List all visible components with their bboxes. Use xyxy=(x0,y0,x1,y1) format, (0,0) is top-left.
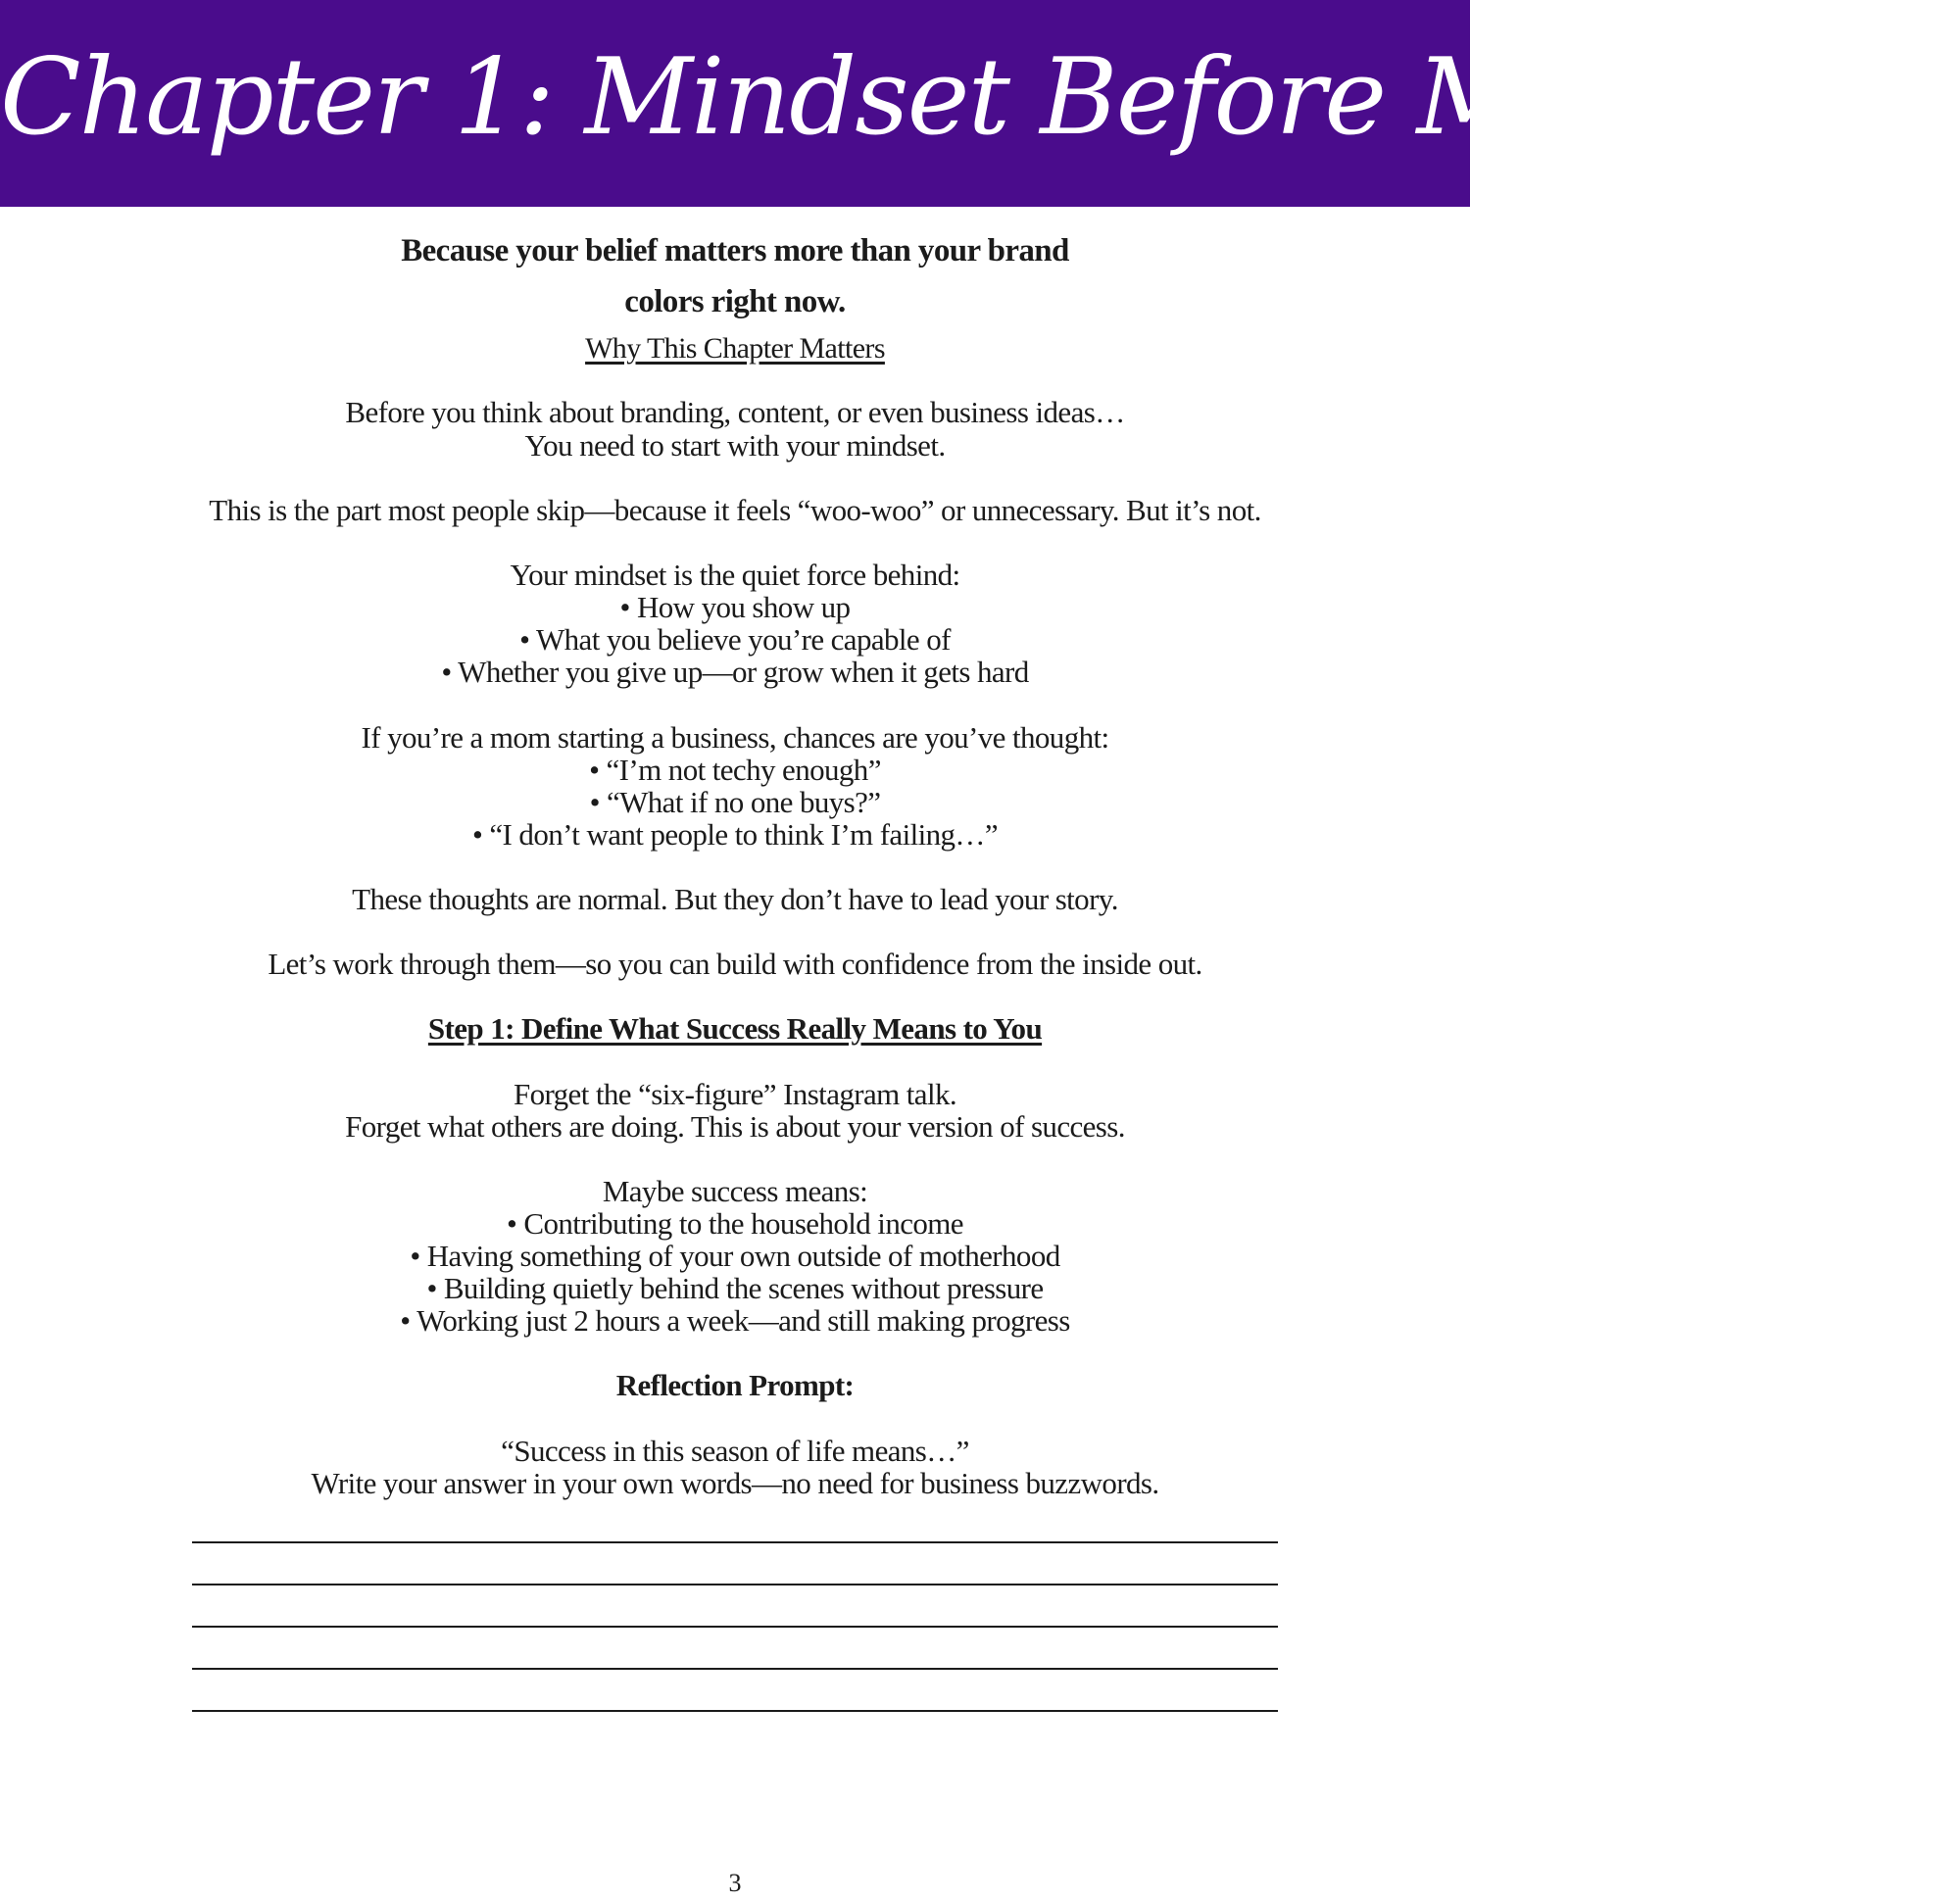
work-paragraph: Let’s work through them—so you can build with confidence from the inside out. xyxy=(268,947,1202,981)
mom-bullet: • “What if no one buys?” xyxy=(589,785,881,819)
mom-lead: If you’re a mom starting a business, chances are you’ve thought: xyxy=(361,720,1109,755)
skip-paragraph: This is the part most people skip—because it feels “woo-woo” or unnecessary. But it’s not. xyxy=(209,493,1261,527)
answer-line[interactable] xyxy=(192,1710,1278,1712)
mom-bullet: • “I’m not techy enough” xyxy=(589,753,881,787)
step-1-line-1: Forget the “six-figure” Instagram talk. xyxy=(513,1077,957,1111)
subtitle-line-2: colors right now. xyxy=(624,284,846,319)
reflection-instruction: Write your answer in your own words—no need for business buzzwords. xyxy=(311,1466,1159,1500)
mindset-bullet: • How you show up xyxy=(619,590,851,624)
answer-line[interactable] xyxy=(192,1541,1278,1543)
success-bullet: • Working just 2 hours a week—and still making progress xyxy=(400,1303,1070,1338)
step-1-heading: Step 1: Define What Success Really Means to You xyxy=(427,1011,1043,1046)
intro-line-1: Before you think about branding, content, or even business ideas… xyxy=(345,395,1125,429)
why-chapter-heading: Why This Chapter Matters xyxy=(585,332,885,365)
reflection-heading: Reflection Prompt: xyxy=(615,1368,855,1402)
mindset-lead: Your mindset is the quiet force behind: xyxy=(510,558,960,592)
page-number: 3 xyxy=(728,1869,742,1897)
reflection-quote: “Success in this season of life means…” xyxy=(501,1434,969,1468)
success-bullet: • Having something of your own outside of motherhood xyxy=(410,1239,1060,1273)
success-bullet: • Contributing to the household income xyxy=(507,1206,963,1241)
success-bullet: • Building quietly behind the scenes without pressure xyxy=(426,1271,1044,1305)
subtitle-line-1: Because your belief matters more than your brand xyxy=(401,233,1069,268)
normal-paragraph: These thoughts are normal. But they don’t have to lead your story. xyxy=(352,882,1118,916)
mindset-bullet: • Whether you give up—or grow when it gets hard xyxy=(441,655,1029,689)
intro-line-2: You need to start with your mindset. xyxy=(524,428,946,463)
step-1-line-2: Forget what others are doing. This is about your version of success. xyxy=(345,1109,1125,1144)
answer-line[interactable] xyxy=(192,1584,1278,1585)
answer-line[interactable] xyxy=(192,1668,1278,1670)
chapter-title: Chapter 1: Mindset Before Marketing xyxy=(0,36,1960,159)
mom-bullet: • “I don’t want people to think I’m failing…” xyxy=(472,817,998,852)
mindset-bullet: • What you believe you’re capable of xyxy=(519,622,951,657)
answer-line[interactable] xyxy=(192,1626,1278,1628)
success-lead: Maybe success means: xyxy=(602,1174,868,1208)
